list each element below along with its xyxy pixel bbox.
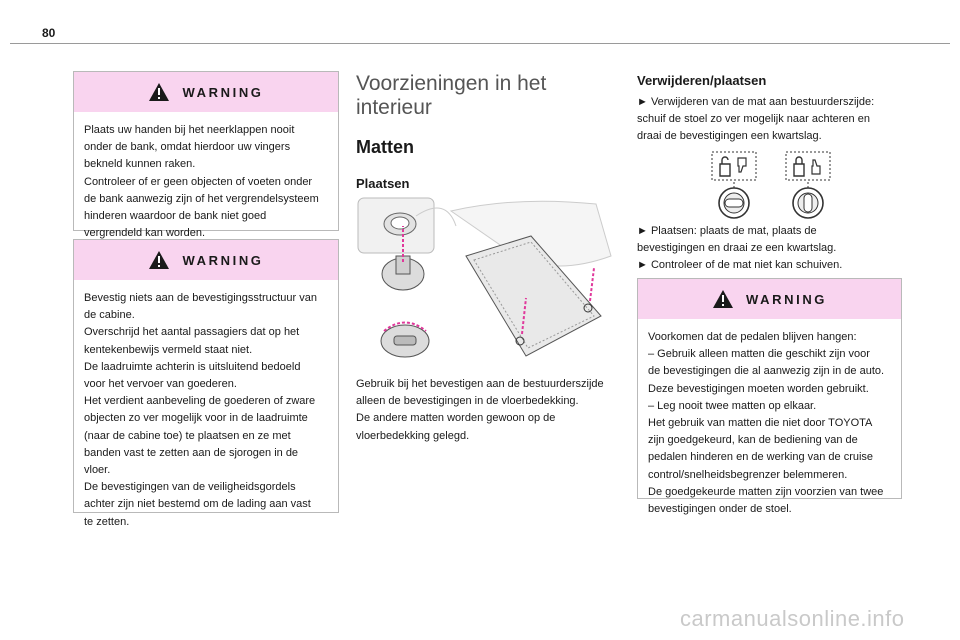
step-place-text (637, 223, 917, 275)
warning-title: WARNING (182, 252, 264, 268)
top-rule (10, 43, 950, 44)
text-line: schuif de stoel zo ver mogelijk naar achteren en (637, 113, 870, 126)
warning-triangle-icon (712, 289, 734, 309)
fastener-lock-diagram (708, 150, 838, 220)
warning-box-cargo (73, 239, 339, 528)
text-line: Plaats uw handen bij het neerklappen nooit (84, 124, 295, 136)
text-line: ► Controleer of de mat niet kan schuiven. (637, 259, 843, 272)
text-line: Voorkomen dat de pedalen blijven hangen: (648, 331, 857, 343)
lock-icon (794, 157, 804, 176)
text-line: vergrendeld kan worden. (84, 227, 206, 240)
warning-box-seat (73, 71, 339, 240)
text-line: bevestigingen onder de stoel. (648, 503, 792, 516)
text-line: Het verdient aanbeveling de goederen of zware (84, 395, 316, 408)
thumb-down-icon (738, 158, 746, 172)
page-number: 80 (42, 26, 56, 40)
text-line: pedalen hinderen en de werking van de cruise (648, 451, 874, 464)
text-line: te zetten. (84, 515, 130, 528)
text-line: De andere matten worden gewoon op de (356, 412, 556, 425)
warning-triangle-icon (148, 250, 170, 270)
text-line: Gebruik bij het bevestigen aan de bestuurderszijde (356, 378, 604, 390)
text-line: zijn goedgekeurd, kan de bediening van de (648, 434, 858, 447)
text-line: Controleer of er geen objecten of voeten onder (84, 175, 313, 188)
text-line: bekneld kunnen raken. (84, 158, 196, 171)
text-line: Bevestig niets aan de bevestigingsstructuur van (84, 292, 317, 304)
text-line: De goedgekeurde matten zijn voorzien van twee (648, 485, 884, 498)
text-line: De laadruimte achterin is uitsluitend bedoeld (84, 360, 301, 373)
subheading-plaatsen: Plaatsen (356, 176, 410, 191)
text-line: (naar de cabine toe) te plaatsen en ze met (84, 429, 291, 442)
plaatsen-text (356, 376, 631, 445)
text-line: – Gebruik alleen matten die geschikt zijn voor (648, 348, 870, 361)
text-line: ► Verwijderen van de mat aan bestuurderszijde: (637, 96, 875, 108)
text-line: hinderen waardoor de bank niet goed (84, 210, 267, 223)
text-line: De bevestigingen van de veiligheidsgordels (84, 481, 296, 494)
step-remove-text (637, 94, 917, 146)
watermark: carmanualsonline.info (680, 606, 905, 631)
text-line: banden vast te zetten aan de sjorogen in de (84, 446, 299, 459)
text-line: draai de bevestigingen een kwartslag. (637, 130, 822, 143)
text-line: ► Plaatsen: plaats de mat, plaats de (637, 225, 817, 237)
text-line: – Leg nooit twee matten op elkaar. (648, 399, 817, 412)
text-line: voor het vervoer van goederen. (84, 378, 237, 391)
warning-header (74, 240, 338, 280)
text-line: Het gebruik van matten die niet door TOYOTA (648, 417, 873, 430)
text-line: control/snelheidsbegrenzer belemmeren. (648, 468, 848, 481)
text-line: kentekenbewijs vermeld staat niet. (84, 343, 253, 356)
text-line: bevestigingen en draai ze een kwartslag. (637, 242, 837, 255)
text-line: de bevestigingen die al aanwezig zijn in de auto. (648, 365, 885, 378)
text-line: achter zijn niet bestemd om de lading aan vast (84, 498, 311, 511)
text-line: alleen de bevestigingen in de vloerbedekking. (356, 395, 579, 408)
warning-title: WARNING (745, 291, 828, 307)
warning-triangle-icon (148, 82, 170, 102)
warning-box-pedals (637, 278, 902, 516)
text-line: vloer. (84, 464, 111, 477)
thumb-up-icon (812, 160, 820, 174)
warning-header (74, 72, 338, 112)
floor-mat-illustration (356, 196, 616, 366)
unlock-icon (720, 157, 730, 176)
text-line: objecten zo ver mogelijk voor in de laadruimte (84, 412, 308, 425)
warning-text (638, 319, 901, 528)
heading-matten: Matten (356, 137, 414, 157)
text-line: onder de bank, omdat hierdoor uw vingers (84, 141, 291, 154)
text-line: Overschrijd het aantal passagiers dat op het (84, 326, 300, 339)
text-line: de bank aanwezig zijn of het vergrendelsysteem (84, 192, 319, 205)
warning-text (74, 112, 338, 252)
text-line: Deze bevestigingen moeten worden gebruikt. (648, 382, 869, 395)
text-line: vloerbedekking gelegd. (356, 429, 470, 442)
warning-header (638, 279, 901, 319)
warning-title: WARNING (182, 84, 264, 100)
section-title: Voorzieningen in het interieur (356, 72, 547, 119)
warning-text (74, 280, 338, 541)
text-line: de cabine. (84, 309, 135, 322)
subheading-verwijderen: Verwijderen/plaatsen (637, 73, 767, 88)
